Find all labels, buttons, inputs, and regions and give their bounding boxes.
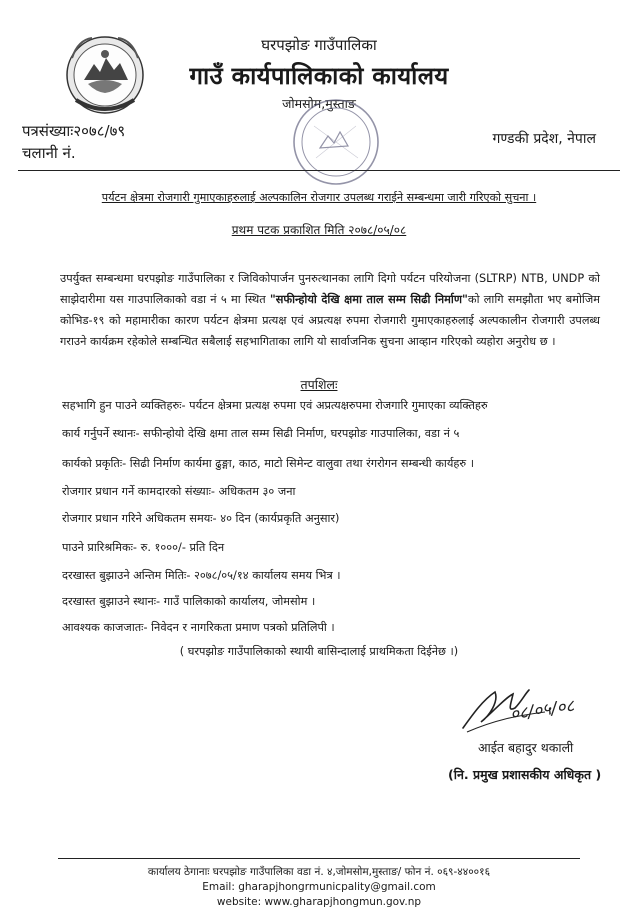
detail-row-deadline: दरखास्त बुझाउने अन्तिम मितिः- २०७८/०५/१४ कार्यालय समय भित्र । <box>62 569 341 582</box>
detail-row-work-location: कार्य गर्नुपर्ने स्थानः- सफीन्होयो देखि क्षमा ताल सम्म सिढी निर्माण, घरपझोङ गाउपालिका, वडा नं ५ <box>62 427 460 440</box>
notice-body <box>60 268 600 352</box>
letter-reference-number: पत्रसंख्याः२०७८/७९ <box>22 122 126 140</box>
footer-divider <box>58 858 580 859</box>
publication-date: प्रथम पटक प्रकाशित मिति २०७८/०५/०८ <box>231 223 407 237</box>
notice-body-rest: को लागि समझौता भए बमोजिम कोभिड-१९ को महामारीका कारण पर्यटन क्षेत्रमा प्रत्यक्ष एवं अप्रत्यक्ष रुपमा रोजगारी गुमाएकाहरुलाई अल्पकालीन रोजगारी उपलब्ध गराउने कार्यक्रम रहेकोले सम्बन्धित सबैलाई सहभागिताका लागि यो सार्वाजनिक सुचना आव्हान गरिएको व्यहोरा अनुरोध छ । <box>60 293 600 348</box>
detail-row-eligible-persons: सहभागि हुन पाउने व्यक्तिहरुः- पर्यटन क्षेत्रमा प्रत्यक्ष रुपमा एवं अप्रत्यक्षरुपमा रोजगारि गुमाएका व्यक्तिहरु <box>62 399 488 412</box>
detail-row-wage: पाउने प्रारिश्रमिकः- रु. १०००/- प्रति दिन <box>62 541 225 554</box>
detail-row-max-duration: रोजगार प्रधान गरिने अधिकतम समयः- ४० दिन (कार्यप्रकृति अनुसार) <box>62 512 340 525</box>
office-title: गाउँ कार्यपालिकाको कार्यालय <box>189 62 449 90</box>
office-seal-stamp <box>290 96 382 188</box>
footer-website: website: www.gharapjhongmun.gov.np <box>216 896 422 908</box>
footer-address: कार्यालय ठेगानाः घरपझोङ गाउँपालिका वडा नं. ४,जोमसोम,मुस्ताङ/ फोन नं. ०६९-४४००१६ <box>147 866 491 878</box>
notice-body-project: "सफीन्होयो देखि क्षमा ताल सम्म सिढी निर्माण" <box>269 293 468 306</box>
detail-row-required-documents: आवश्यक काजजातः- निवेदन र नागरिकता प्रमाण पत्रको प्रतिलिपी । <box>62 621 335 634</box>
detail-row-work-nature: कार्यको प्रकृतिः- सिढी निर्माण कार्यमा ढुङ्गा, काठ, माटो सिमेन्ट वालुवा तथा रंगरोगन सम्बन्धी कार्यहरु । <box>62 457 474 470</box>
notice-subject: पर्यटन क्षेत्रमा रोजगारी गुमाएकाहरुलाई अल्पकालिन रोजगार उपलब्ध गराईने सम्बन्धमा जारी गरिएको सुचना । <box>101 191 537 204</box>
detail-row-submission-place: दरखास्त बुझाउने स्थानः- गाउँ पालिकाको कार्यालय, जोमसोम । <box>62 595 316 608</box>
office-location: जोमसोम,मुस्ताङ <box>282 96 356 111</box>
dispatch-number: चलानी नं. <box>22 144 76 162</box>
municipality-name: घरपझोङ गाउँपालिका <box>261 36 377 54</box>
handwritten-signature <box>455 672 605 738</box>
province-label: गण्डकी प्रदेश, नेपाल <box>492 131 596 147</box>
detail-row-worker-count: रोजगार प्रधान गर्ने कामदारको संख्याः- अधिकतम ३० जना <box>62 485 296 498</box>
priority-note: ( घरपझोङ गाउँपालिकाको स्थायी बासिन्दालाई प्राथमिकता दिईनेछ ।) <box>179 645 459 658</box>
signatory-name: आईत बहादुर थकाली <box>478 740 574 755</box>
notice-body-intro: उपर्युक्त सम्बन्धमा घरपझोङ गाउँपालिका र जिविकोपार्जन पुनरुत्थानका लागि दिगो पर्यटन परियोजना (SLTRP) NTB, UNDP को साझेदारीमा यस गाउपालिकाको वडा नं ५ मा स्थित <box>60 272 600 306</box>
details-heading: तपशिलः <box>300 377 338 392</box>
footer-email: Email: gharapjhongrmunicpality@gmail.com <box>202 881 436 893</box>
header-divider <box>18 170 620 171</box>
signatory-title: (नि. प्रमुख प्रशासकीय अधिकृत ) <box>448 767 602 782</box>
svg-text:०८/०५/०८: ०८/०५/०८ <box>508 696 576 725</box>
